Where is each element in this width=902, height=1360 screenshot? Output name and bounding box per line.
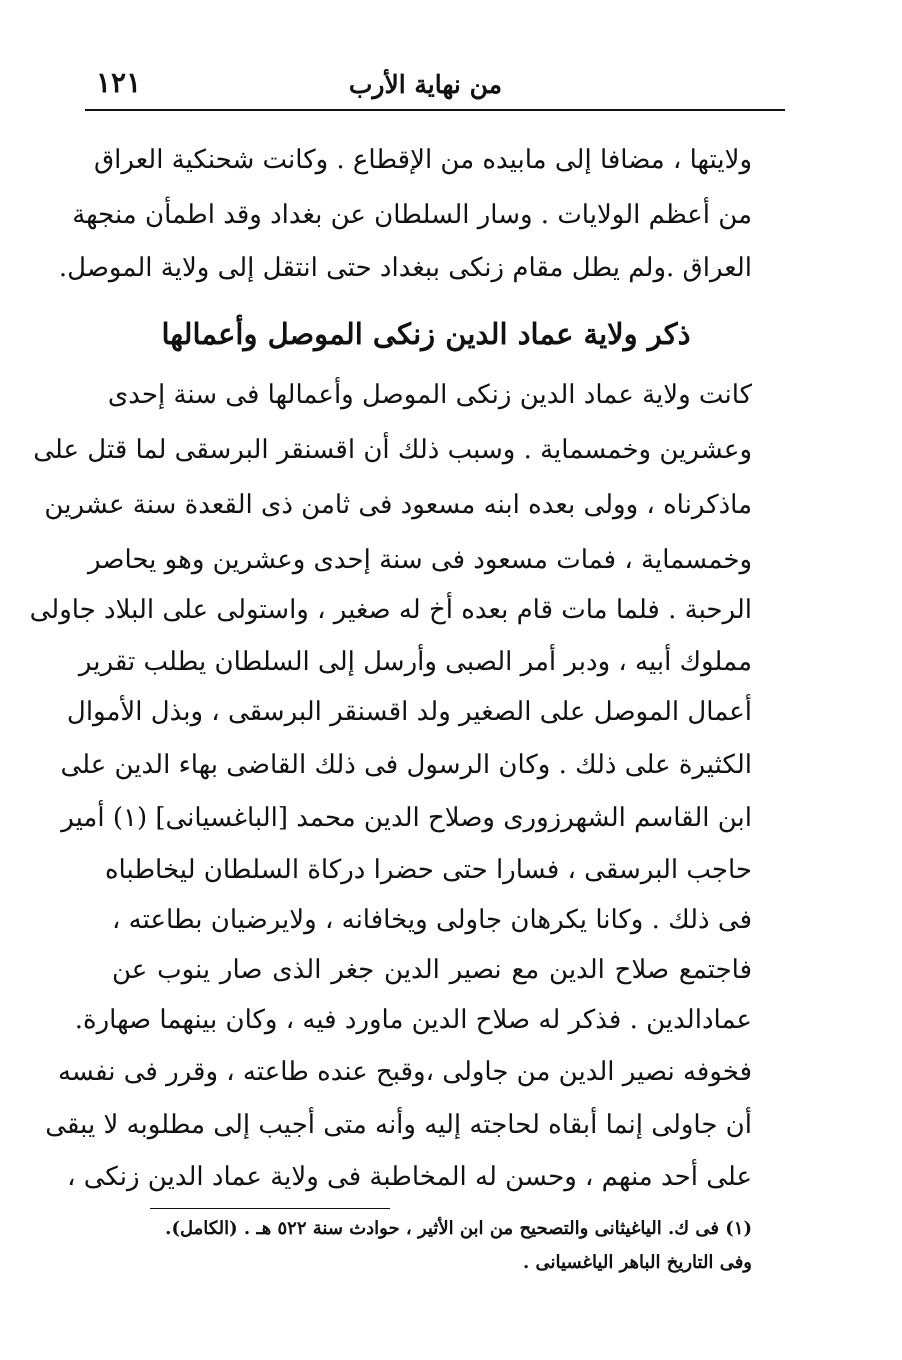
text-line: كانت ولاية عماد الدين زنكى الموصل وأعمالها فى سنة إحدى (107, 380, 752, 410)
text-line: من أعظم الولايات . وسار السلطان عن بغداد وقد اطمأن منجهة (72, 200, 752, 230)
text-line: ولايتها ، مضافا إلى مابيده من الإقطاع . وكانت شحنكية العراق (93, 145, 752, 175)
text-line: أن جاولى إنما أبقاه لحاجته إليه وأنه متى أجيب إلى مطلوبه لا يبقى (45, 1110, 752, 1140)
text-line: وخمسماية ، فمات مسعود فى سنة إحدى وعشرين وهو يحاصر (88, 545, 752, 575)
footnote-rule (150, 1208, 390, 1209)
text-line: ماذكرناه ، وولى بعده ابنه مسعود فى ثامن ذى القعدة سنة عشرين (44, 490, 752, 520)
text-line: وعشرين وخمسماية . وسبب ذلك أن اقسنقر البرسقى لما قتل على (33, 435, 752, 465)
running-title: من نهاية الأرب (348, 70, 502, 99)
text-line: ابن القاسم الشهرزورى وصلاح الدين محمد [الباغسيانى] (١) أمير (61, 803, 752, 833)
text-line: فاجتمع صلاح الدين مع نصير الدين جغر الذى صار ينوب عن (112, 955, 752, 985)
footnote-line: وفى التاريخ الباهر الياغسيانى . (523, 1252, 752, 1273)
text-line: فخوفه نصير الدين من جاولى ،وقبح عنده طاعته ، وقرر فى نفسه (57, 1057, 752, 1087)
text-line: على أحد منهم ، وحسن له المخاطبة فى ولاية عماد الدين زنكى ، (67, 1162, 752, 1192)
section-heading: ذكر ولاية عماد الدين زنكى الموصل وأعمالها (161, 317, 691, 351)
page-number: ١٢١ (96, 66, 142, 99)
header-rule (85, 109, 785, 111)
text-line: أعمال الموصل على الصغير ولد اقسنقر البرسقى ، وبذل الأموال (66, 697, 752, 727)
text-line: العراق .ولم يطل مقام زنكى ببغداد حتى انتقل إلى ولاية الموصل. (58, 253, 752, 283)
text-line: فى ذلك . وكانا يكرهان جاولى ويخافانه ، ولايرضيان بطاعته ، (112, 905, 752, 935)
text-line: الكثيرة على ذلك . وكان الرسول فى ذلك القاضى بهاء الدين على (60, 750, 752, 780)
text-line: الرحبة . فلما مات قام بعده أخ له صغير ، واستولى على البلاد جاولى (29, 595, 752, 625)
text-line: عمادالدين . فذكر له صلاح الدين ماورد فيه ، وكان بينهما صهارة. (74, 1005, 752, 1035)
text-line: مملوك أبيه ، ودبر أمر الصبى وأرسل إلى السلطان يطلب تقرير (78, 647, 752, 677)
text-line: حاجب البرسقى ، فسارا حتى حضرا دركاة السلطان ليخاطباه (104, 855, 752, 885)
footnote-line: (١) فى ك. الياغيثانى والتصحيح من ابن الأثير ، حوادث سنة ٥٢٢ هـ . (الكامل). (165, 1218, 752, 1239)
